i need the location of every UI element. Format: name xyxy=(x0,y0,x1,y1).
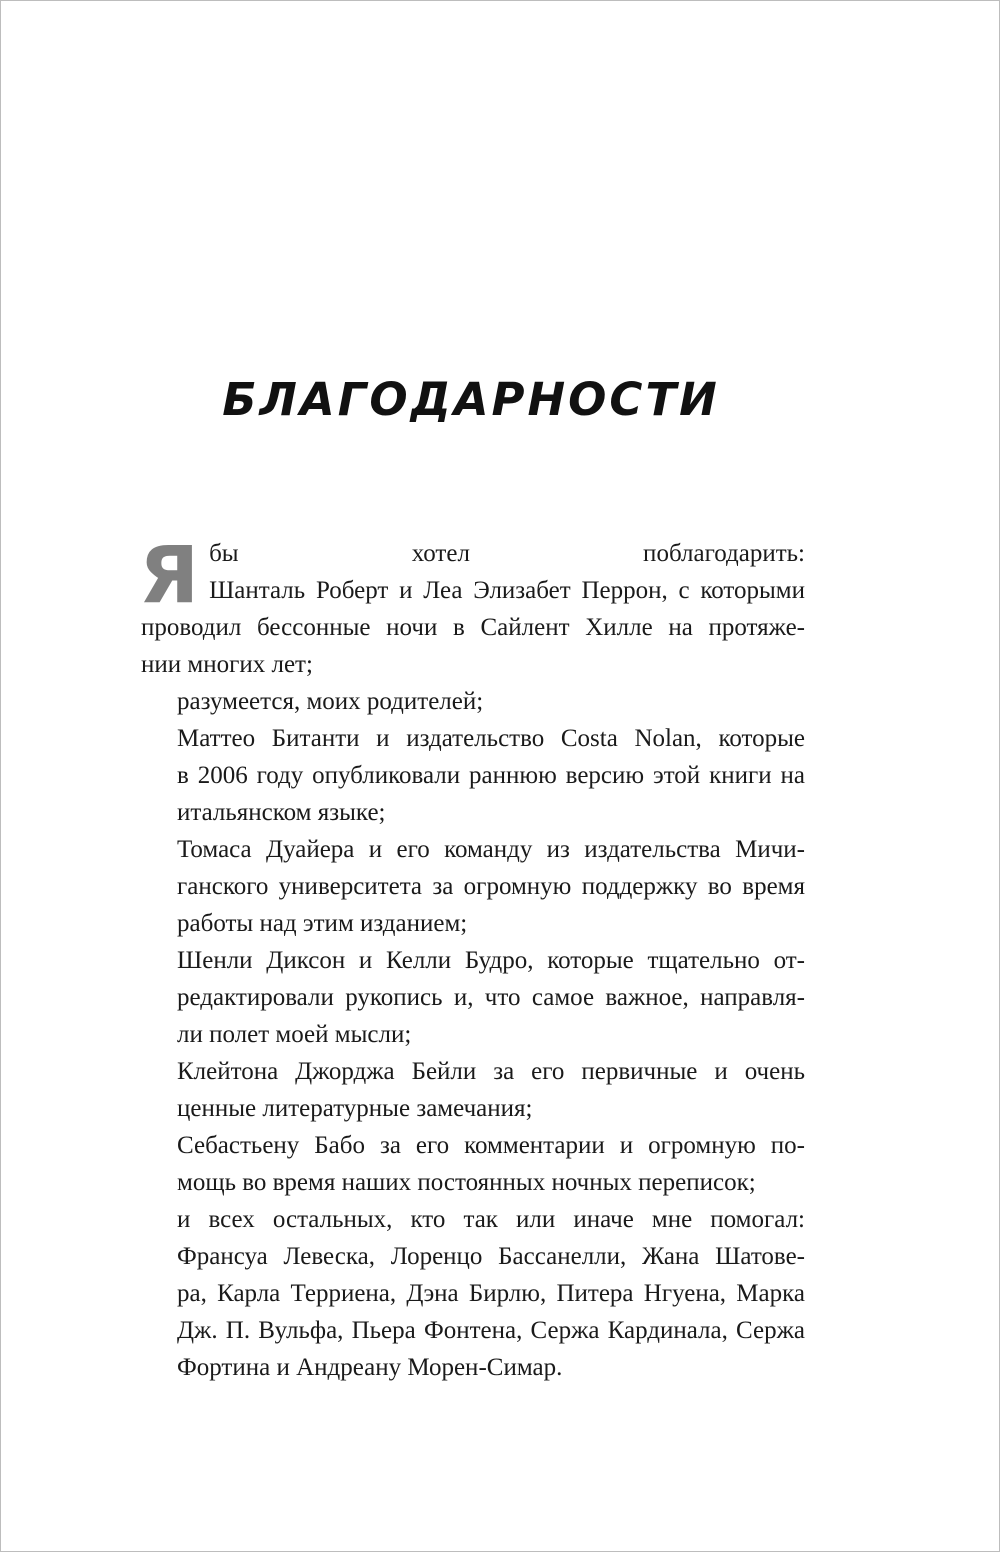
paragraph-4 xyxy=(141,831,805,942)
text-line: мощь во время наших постоянных ночных переписок; xyxy=(177,1169,756,1196)
text-line: разумеется, моих родителей; xyxy=(177,688,484,715)
text-line: нии многих лет; xyxy=(141,651,313,678)
paragraph-6 xyxy=(141,1053,805,1127)
text-line: работы над этим изданием; xyxy=(177,910,468,937)
text-line: Фортина и Андреану Морен-Симар. xyxy=(177,1354,563,1381)
page-heading: БЛАГОДАРНОСТИ xyxy=(222,373,720,426)
drop-cap: Я xyxy=(139,531,200,621)
paragraph-5 xyxy=(141,942,805,1053)
acknowledgements-text xyxy=(139,531,805,1386)
text-line: редактировали рукопись и, что самое важное, направля- xyxy=(177,984,805,1011)
text-line: итальянском языке; xyxy=(177,799,386,826)
text-line: в 2006 году опубликовали раннюю версию этой книги на xyxy=(177,762,805,789)
text-line: и всех остальных, кто так или иначе мне помогал: xyxy=(177,1206,805,1233)
text-line: Шанталь Роберт и Леа Элизабет Перрон, с которыми xyxy=(209,577,805,604)
text-line: ли полет моей мысли; xyxy=(177,1021,412,1048)
paragraph-2 xyxy=(141,683,805,720)
text-line: Маттео Битанти и издательство Costa Nolan, которые xyxy=(177,725,805,752)
text-line: бы хотел поблагодарить: xyxy=(209,540,805,567)
text-line: Дж. П. Вульфа, Пьера Фонтена, Сержа Кардинала, Сержа xyxy=(177,1317,805,1344)
text-line: проводил бессонные ночи в Сайлент Хилле на протяже- xyxy=(141,614,805,641)
text-line: Томаса Дуайера и его команду из издательства Мичи- xyxy=(177,836,805,863)
text-line: ценные литературные замечания; xyxy=(177,1095,533,1122)
paragraph-7 xyxy=(141,1127,805,1201)
text-line: Себастьену Бабо за его комментарии и огромную по- xyxy=(177,1132,805,1159)
text-line: Шенли Диксон и Келли Будро, которые тщательно от- xyxy=(177,947,805,974)
text-line: ганского университета за огромную поддержку во время xyxy=(177,873,805,900)
text-line: Франсуа Левеска, Лоренцо Бассанелли, Жана Шатове- xyxy=(177,1243,805,1270)
paragraph-1 xyxy=(139,531,805,683)
text-line: ра, Карла Терриена, Дэна Бирлю, Питера Нгуена, Марка xyxy=(177,1280,805,1307)
text-line: Клейтона Джорджа Бейли за его первичные и очень xyxy=(177,1058,805,1085)
paragraph-3 xyxy=(141,720,805,831)
paragraph-8 xyxy=(141,1201,805,1386)
